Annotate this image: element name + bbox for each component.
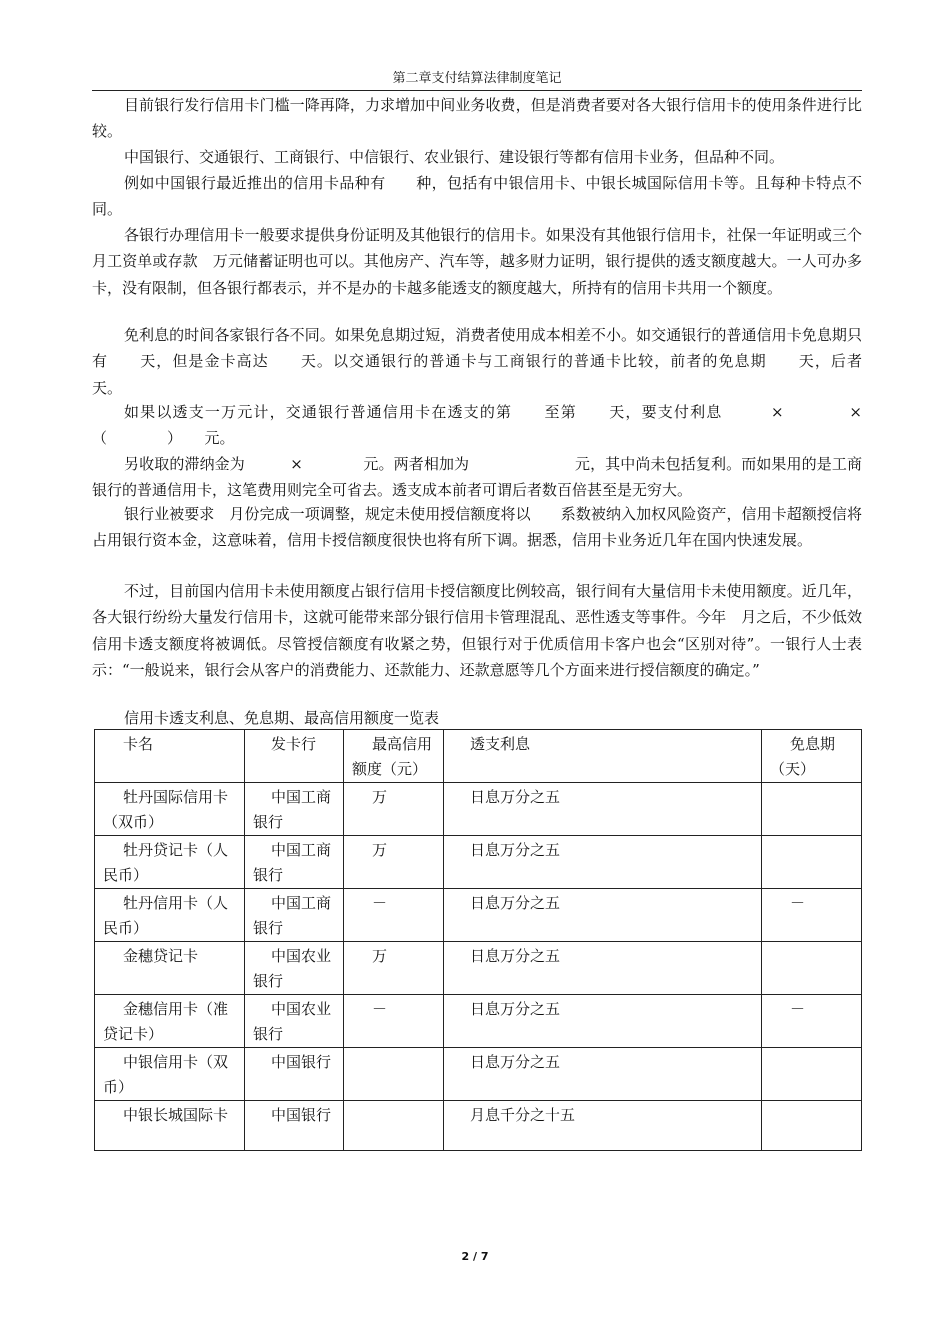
table-row — [95, 995, 862, 1048]
cell-issuer: 中国工商银行 — [245, 836, 344, 889]
table-row — [95, 889, 862, 942]
table-row — [95, 942, 862, 995]
cell-free-period — [762, 783, 862, 836]
cell-credit-limit: － — [344, 995, 444, 1048]
table-row — [95, 1101, 862, 1151]
cell-card-name: 牡丹信用卡（人民币） — [95, 889, 245, 942]
cell-issuer: 中国银行 — [245, 1101, 344, 1151]
header-issuer: 发卡行 — [245, 730, 344, 783]
cell-card-name: 金穗信用卡（准贷记卡） — [95, 995, 245, 1048]
paragraph-1: 目前银行发行信用卡门槛一降再降，力求增加中间业务收费，但是消费者要对各大银行信用卡的使用条件进行比较。 — [92, 96, 862, 141]
cell-interest: 月息千分之十五 — [444, 1101, 762, 1151]
cell-issuer: 中国工商银行 — [245, 783, 344, 836]
page-header: 第二章支付结算法律制度笔记 — [92, 68, 862, 91]
cell-credit-limit — [344, 1048, 444, 1101]
cell-free-period — [762, 1048, 862, 1101]
cell-free-period — [762, 836, 862, 889]
paragraph-5: 免利息的时间各家银行各不同。如果免息期过短，消费者使用成本相差不小。如交通银行的普通信用卡免息期只有 天，但是金卡高达 天。以交通银行的普通卡与工商银行的普通卡比较，前者的免息期 天，后者 天。 — [92, 326, 893, 397]
cell-issuer: 中国农业银行 — [245, 942, 344, 995]
cell-interest: 日息万分之五 — [444, 1048, 762, 1101]
paragraph-4: 各银行办理信用卡一般要求提供身份证明及其他银行的信用卡。如果没有其他银行信用卡，社保一年证明或三个月工资单或存款 万元储蓄证明也可以。其他房产、汽车等，越多财力证明，银行提供的透支额度越大。一人可办多卡，没有限制，但各银行都表示，并不是办的卡越多能透支的额度越大，所持有的信用卡共用一个额度。 — [92, 226, 862, 297]
cell-issuer: 中国银行 — [245, 1048, 344, 1101]
cell-issuer: 中国农业银行 — [245, 995, 344, 1048]
cell-free-period — [762, 1101, 862, 1151]
page-number: 2 / 7 — [461, 1250, 489, 1263]
cell-interest: 日息万分之五 — [444, 942, 762, 995]
paragraph-2: 中国银行、交通银行、工商银行、中信银行、农业银行、建设银行等都有信用卡业务，但品种不同。 — [124, 148, 785, 166]
paragraph-9: 不过，目前国内信用卡未使用额度占银行信用卡授信额度比例较高，银行间有大量信用卡未使用额度。近几年，各大银行纷纷大量发行信用卡，这就可能带来部分银行信用卡管理混乱、恶性透支等事件。今年 月之后，不少低效信用卡透支额度将被调低。尽管授信额度有收紧之势，但银行对于优质信用卡客户也会“区别对待”。一银行人士表示：“一般说来，银行会从客户的消费能力、还款能力、还款意愿等几个方面来进行授信额度的确定。” — [92, 582, 862, 679]
cell-free-period — [762, 942, 862, 995]
table-row — [95, 783, 862, 836]
table-row — [95, 836, 862, 889]
cell-card-name: 牡丹国际信用卡（双币） — [95, 783, 245, 836]
cell-interest: 日息万分之五 — [444, 995, 762, 1048]
cell-credit-limit — [344, 1101, 444, 1151]
cell-free-period: － — [762, 889, 862, 942]
cell-interest: 日息万分之五 — [444, 783, 762, 836]
cell-credit-limit: 万 — [344, 942, 444, 995]
paragraph-7: 另收取的滞纳金为 × 元。两者相加为 元，其中尚未包括复利。而如果用的是工商银行的普通信用卡，这笔费用则完全可省去。透支成本前者可谓后者数百倍甚至是无穷大。 — [92, 455, 862, 500]
paragraph-8: 银行业被要求 月份完成一项调整，规定未使用授信额度将以 系数被纳入加权风险资产，信用卡超额授信将占用银行资本金，这意味着，信用卡授信额度很快也将有所下调。据悉，信用卡业务近几年在国内快速发展。 — [92, 505, 862, 550]
cell-interest: 日息万分之五 — [444, 836, 762, 889]
cell-credit-limit: － — [344, 889, 444, 942]
paragraph-6: 如果以透支一万元计，交通银行普通信用卡在透支的第 至第 天，要支付利息 × ×（ ） 元。 — [92, 403, 862, 448]
table-caption: 信用卡透支利息、免息期、最高信用额度一览表 — [124, 709, 440, 727]
header-interest: 透支利息 — [444, 730, 762, 783]
paragraph-3: 例如中国银行最近推出的信用卡品种有 种，包括有中银信用卡、中银长城国际信用卡等。且每种卡特点不同。 — [92, 174, 862, 219]
credit-card-table — [94, 729, 862, 1151]
cell-interest: 日息万分之五 — [444, 889, 762, 942]
cell-free-period: － — [762, 995, 862, 1048]
table-header-row — [95, 730, 862, 783]
cell-issuer: 中国工商银行 — [245, 889, 344, 942]
table-row — [95, 1048, 862, 1101]
cell-card-name: 牡丹贷记卡（人民币） — [95, 836, 245, 889]
cell-card-name: 中银长城国际卡 — [95, 1101, 245, 1151]
cell-credit-limit: 万 — [344, 836, 444, 889]
cell-card-name: 金穗贷记卡 — [95, 942, 245, 995]
cell-card-name: 中银信用卡（双币） — [95, 1048, 245, 1101]
header-credit-limit: 最高信用额度（元） — [344, 730, 444, 783]
header-free-period: 免息期（天） — [762, 730, 862, 783]
cell-credit-limit: 万 — [344, 783, 444, 836]
header-card-name: 卡名 — [95, 730, 245, 783]
